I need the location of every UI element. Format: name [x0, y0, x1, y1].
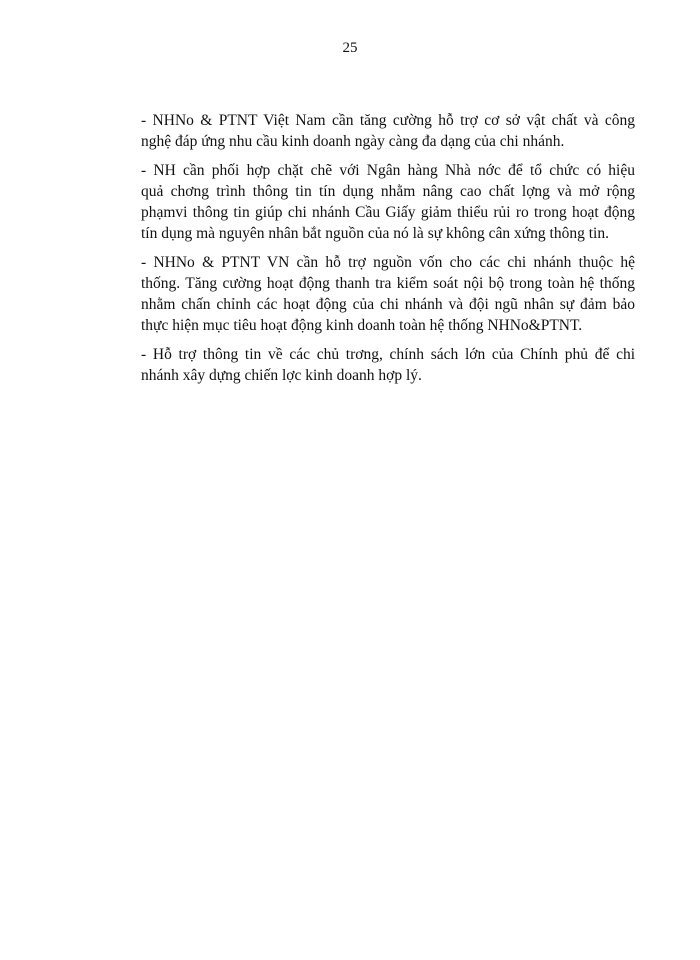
- page-number: 25: [342, 40, 358, 56]
- paragraph-2: [141, 160, 635, 244]
- paragraph-line: nhằm chấn chỉnh các hoạt động của chi nhánh và đội ngũ nhân sự đảm bảo: [141, 296, 635, 313]
- paragraph-line: nhánh xây dựng chiến lợc kinh doanh hợp lý.: [141, 367, 422, 384]
- body-text: [141, 110, 635, 394]
- paragraph-3: [141, 252, 635, 336]
- paragraph-line: - NH cần phối hợp chặt chẽ với Ngân hàng Nhà nớc để tổ chức có hiệu: [141, 162, 635, 179]
- paragraph-line: nghệ đáp ứng nhu cầu kinh doanh ngày càng đa dạng của chi nhánh.: [141, 133, 565, 150]
- paragraph-line: - NHNo & PTNT Việt Nam cần tăng cường hỗ trợ cơ sở vật chất và công: [141, 112, 635, 129]
- paragraph-line: thực hiện mục tiêu hoạt động kinh doanh toàn hệ thống NHNo&PTNT.: [141, 317, 583, 334]
- paragraph-line: - Hỗ trợ thông tin về các chủ trơng, chính sách lớn của Chính phủ để chi: [141, 346, 635, 363]
- paragraph-1: [141, 110, 635, 152]
- paragraph-line: phạmvi thông tin giúp chi nhánh Cầu Giấy giảm thiểu rủi ro trong hoạt động: [141, 204, 635, 221]
- paragraph-line: tín dụng mà nguyên nhân bắt nguồn của nó là sự không cân xứng thông tin.: [141, 225, 609, 242]
- paragraph-line: thống. Tăng cường hoạt động thanh tra kiểm soát nội bộ trong toàn hệ thống: [141, 275, 635, 292]
- paragraph-line: - NHNo & PTNT VN cần hỗ trợ nguồn vốn cho các chi nhánh thuộc hệ: [141, 254, 635, 271]
- paragraph-4: [141, 344, 635, 386]
- paragraph-line: quả chơng trình thông tin tín dụng nhằm nâng cao chất lợng và mở rộng: [141, 183, 635, 200]
